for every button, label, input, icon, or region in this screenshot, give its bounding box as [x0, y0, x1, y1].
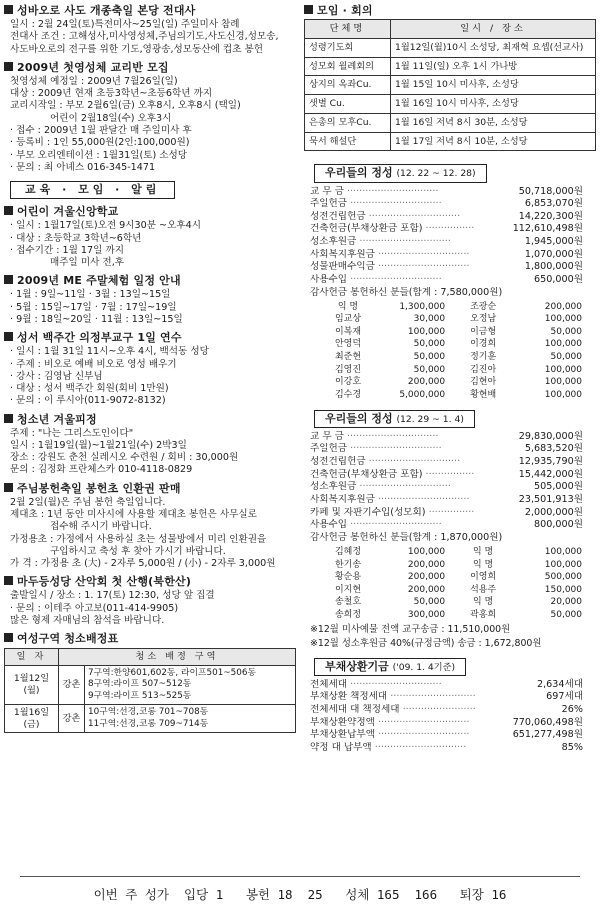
offering-amount: 50,718,000원 — [518, 185, 583, 197]
left-column — [4, 4, 304, 872]
donor-row — [322, 584, 584, 597]
text-line: · 5월 : 15일~17일 · 7월 : 17일~19일 — [10, 301, 177, 313]
donor-name: 이강호 — [334, 377, 362, 388]
cleaning-schedule-section — [4, 632, 304, 733]
square-bullet-icon — [4, 275, 13, 284]
text-line: 가정용초 : 가정에서 사용하실 초는 성물방에서 미리 인환권을 — [10, 533, 267, 545]
donor-amount: 200,000 — [407, 377, 446, 388]
offering-amount: 29,830,000원 — [518, 430, 583, 442]
donor-name: 송철호 — [334, 597, 362, 608]
meetings-table — [304, 19, 596, 151]
debt-value: 697세대 — [546, 691, 583, 703]
text-line: 교리시작일 : 부모 2월6일(금) 오후8시, 오후8시 (택일) — [10, 100, 241, 112]
donor-name: 오정남 — [470, 314, 497, 325]
donor-name: 이금형 — [470, 326, 497, 337]
area-line: 9구역:라이프 513~525동 — [88, 690, 192, 701]
offering-row — [304, 456, 596, 469]
text-line: · 부모 오리엔테이션 : 1월31일(토) 소성당 — [10, 149, 188, 161]
donor-amount: 100,000 — [544, 339, 582, 350]
debt-label: 전체세대 ····· — [310, 679, 475, 692]
conversion-feast-section — [4, 4, 304, 56]
table-cell: 샛별 Cu. — [305, 95, 391, 114]
offering-label: 사용수입 ····· — [310, 519, 475, 532]
square-bullet-icon — [4, 483, 13, 492]
offering-amount: 650,000원 — [534, 274, 583, 286]
column-header: 일시 / 장소 — [391, 20, 596, 39]
table-row — [305, 76, 596, 95]
area-line: 8구역:라이프 507~512동 — [88, 679, 192, 690]
text-line: · 대상 : 성서 백주간 회원(회비 1만원) — [10, 383, 169, 395]
donor-name: 석용주 — [470, 584, 497, 595]
section-title: 2009년 ME 주말체험 일정 안내 — [17, 274, 181, 288]
donor-amount: 50,000 — [413, 351, 446, 362]
offering-row — [304, 519, 596, 532]
offering-label: 건축헌금(부채상환금 포함) ····· — [310, 469, 475, 482]
offering-label: 성소후원금 ····· — [310, 236, 475, 249]
donor-name: 이복재 — [334, 326, 362, 337]
text-line: · 일시 : 1월17일(토)오전 9시30분 ~오후4시 — [10, 220, 201, 232]
hiking-club-section — [4, 575, 304, 627]
text-line: 구입하시고 축성 후 찾아 가시기 바랍니다. — [50, 545, 226, 557]
table-cell — [85, 704, 296, 733]
text-line: 2월 2일(월)은 주님 봉헌 축일입니다. — [10, 496, 166, 508]
donor-amount: 100,000 — [407, 326, 446, 337]
donor-row — [322, 301, 584, 314]
donor-name: 익 명 — [337, 301, 359, 312]
right-column — [304, 4, 596, 872]
offering-amount: 5,683,520원 — [524, 443, 583, 455]
donor-amount: 100,000 — [544, 364, 582, 375]
donor-amount: 50,000 — [413, 364, 446, 375]
donor-amount: 200,000 — [407, 584, 446, 595]
donor-name: 김진아 — [470, 364, 497, 375]
debt-value: 26% — [561, 704, 583, 716]
table-header-row — [5, 649, 296, 666]
donor-amount: 100,000 — [544, 559, 582, 570]
donor-amount: 50,000 — [413, 597, 446, 608]
square-bullet-icon — [4, 332, 13, 341]
section-title: 모임 · 회의 — [317, 4, 373, 17]
table-cell — [85, 666, 296, 705]
offering-amount: 15,442,000원 — [518, 468, 583, 480]
donor-table — [322, 547, 584, 622]
text-line: 전대사 조건 : 고해성사,미사영성체,주님의기도,사도신경,성모송, — [10, 31, 279, 43]
debt-row — [304, 691, 596, 704]
text-line: · 9월 : 18일~20일 · 11월 : 13일~15일 — [10, 313, 183, 325]
table-cell: 1월16일(금) — [5, 704, 59, 733]
debt-value: 770,060,498원 — [512, 716, 583, 728]
square-bullet-icon — [4, 633, 13, 642]
donor-row — [322, 572, 584, 585]
text-line: · 문의 : 이 루시아(011-9072-8132) — [10, 395, 166, 407]
square-bullet-icon — [4, 576, 13, 585]
offering-amount: 112,610,498원 — [512, 223, 583, 235]
donor-name: 황현배 — [470, 389, 497, 400]
donor-row — [322, 597, 584, 610]
donor-name: 안영덕 — [334, 339, 362, 350]
offering-row — [304, 431, 596, 444]
section-title: 여성구역 청소배정표 — [17, 632, 119, 646]
text-line: 일시 : 1월19일(월)~1월21일(수) 2박3일 — [10, 439, 187, 451]
donor-amount: 100,000 — [407, 547, 446, 558]
section-title: 주님봉헌축일 봉헌초 인환권 판매 — [17, 481, 181, 495]
section-title: 부채상환기금 — [325, 659, 389, 673]
footer-divider — [20, 876, 580, 877]
area-line: 11구역:선경,코롱 709~714동 — [88, 718, 209, 729]
text-line: 제대초 : 1년 동안 미사시에 사용할 제대초 봉헌은 사무실로 — [10, 509, 257, 521]
section-title: 우리들의 정성 — [325, 411, 393, 425]
table-cell: 성모회 월례회의 — [305, 57, 391, 76]
offerings-week1-section — [304, 156, 596, 401]
donor-amount: 200,000 — [407, 572, 446, 583]
debt-row — [304, 679, 596, 692]
table-cell: 1월 11일(일) 오후 1시 가나방 — [391, 57, 596, 76]
donor-amount: 100,000 — [544, 547, 582, 558]
offering-label: 카페 및 자판기수입(성모회) ····· — [310, 507, 475, 520]
table-row — [305, 38, 596, 57]
text-line: 대상 : 2009년 현재 초등3학년~초등6학년 까지 — [10, 88, 213, 100]
cleaning-table — [4, 648, 296, 733]
debt-label: 약정 대 납부액 ····· — [310, 742, 475, 755]
offering-row — [304, 274, 596, 287]
offering-label: 교 무 금 ····· — [310, 186, 475, 199]
table-cell: 은총의 모후Cu. — [305, 113, 391, 132]
offering-row — [304, 186, 596, 199]
debt-label: 부채상환약정액 ····· — [310, 717, 475, 730]
debt-label: 부채상환납부액 ····· — [310, 729, 475, 742]
text-line: 장소 : 강원도 춘천 실레시오 수련원 / 회비 : 30,000원 — [10, 452, 239, 464]
offerings-title-box — [314, 410, 475, 428]
donor-row — [322, 547, 584, 560]
table-cell: 상지의 옥좌Cu. — [305, 76, 391, 95]
text-line: 어린이 2월18일(수) 오후3시 — [50, 112, 172, 124]
offering-row — [304, 236, 596, 249]
text-line: · 1월 : 9일~11일 · 3월 : 13일~15일 — [10, 289, 171, 301]
donor-amount: 100,000 — [544, 314, 582, 325]
donor-name: 이영희 — [470, 572, 497, 583]
donor-name: 송희정 — [334, 609, 362, 620]
text-line: 매주일 미사 전,후 — [50, 257, 125, 269]
section-title: 어린이 겨울신앙학교 — [17, 205, 119, 219]
column-header: 일 자 — [5, 649, 59, 666]
thanks-row — [304, 287, 596, 300]
donor-row — [322, 326, 584, 339]
area-line: 10구역:선경,코롱 701~708동 — [88, 707, 209, 718]
offering-label: 성전건립헌금 ····· — [310, 211, 475, 224]
offering-row — [304, 261, 596, 274]
debt-label: 부채상환 책정세대 ····· — [310, 691, 475, 704]
donor-name: 정기훈 — [470, 351, 497, 362]
offering-row — [304, 469, 596, 482]
debt-title-box — [314, 658, 466, 676]
table-cell: 강촌 — [59, 704, 85, 733]
donor-amount: 500,000 — [544, 572, 582, 583]
text-line: 주제 : "나는 그리스도인이다" — [10, 427, 134, 439]
date-range: (12. 22 ~ 12. 28) — [396, 168, 476, 180]
donor-name: 김현아 — [470, 377, 497, 388]
square-bullet-icon — [304, 5, 313, 14]
donor-row — [322, 364, 584, 377]
offering-row — [304, 481, 596, 494]
table-row — [305, 95, 596, 114]
offering-row — [304, 507, 596, 520]
donor-amount: 20,000 — [550, 597, 582, 608]
debt-row — [304, 704, 596, 717]
donor-row — [322, 351, 584, 364]
text-line: · 강사 : 김영남 신부님 — [10, 370, 103, 382]
text-line: 가 격 : 가정용 초 (大) - 2자루 5,000원 / (小) - 2자루 3,000원 — [10, 558, 276, 570]
donor-amount: 50,000 — [550, 609, 582, 620]
text-line: 문의 : 김정화 프란체스카 010-4118-0829 — [10, 464, 193, 476]
offering-label: 건축헌금(부채상환금 포함) ····· — [310, 223, 475, 236]
bible-training-section — [4, 331, 304, 407]
donor-row — [322, 609, 584, 622]
donor-amount: 50,000 — [413, 339, 446, 350]
donor-amount: 30,000 — [413, 314, 446, 325]
section-title: 2009년 첫영성체 교리반 모집 — [17, 60, 169, 74]
offering-amount: 23,501,913원 — [518, 493, 583, 505]
offering-amount: 1,800,000원 — [524, 261, 583, 273]
offering-row — [304, 443, 596, 456]
offering-row — [304, 223, 596, 236]
debt-value: 2,634세대 — [537, 678, 583, 690]
thanks-label: 감사헌금 봉헌하신 분들(합계 : 1,870,000원) — [310, 531, 503, 543]
table-cell: 1월 15일 10시 미사후, 소성당 — [391, 76, 596, 95]
debt-row — [304, 742, 596, 755]
offering-amount: 2,000,000원 — [524, 506, 583, 518]
offerings-title-box — [314, 164, 487, 182]
offering-label: 사회복지후원금 ····· — [310, 249, 475, 262]
table-cell: 1월 16일 저녁 8시 30분, 소성당 — [391, 113, 596, 132]
area-line: 7구역:한양601,602동, 라이프501~506동 — [88, 668, 256, 679]
donor-amount: 1,300,000 — [399, 301, 446, 312]
offering-amount: 12,935,790원 — [518, 455, 583, 467]
candle-voucher-section — [4, 482, 304, 571]
donor-amount: 100,000 — [544, 377, 582, 388]
offering-amount: 6,853,070원 — [524, 198, 583, 210]
text-line: · 문의 : 이테주 아고보(011-414-9905) — [10, 602, 179, 614]
thanks-label: 감사헌금 봉헌하신 분들(합계 : 7,580,000원) — [310, 286, 503, 298]
donor-name: 익 명 — [473, 559, 494, 570]
square-bullet-icon — [4, 5, 13, 14]
note-line: ※12월 성소후원금 40%(규정금액) 송금 : 1,672,800원 — [310, 637, 542, 649]
first-communion-section — [4, 61, 304, 174]
donor-name: 곽홍희 — [470, 609, 497, 620]
text-line: 사도바오로의 전구를 위한 기도,영광송,성모동산에 컵초 봉헌 — [10, 43, 264, 55]
debt-label: 전체세대 대 책정세대 ····· — [310, 704, 475, 717]
debt-row — [304, 729, 596, 742]
donor-name: 임교상 — [334, 314, 362, 325]
date-basis: ('09. 1. 4기준) — [392, 661, 456, 673]
text-line: 많은 형제 자매님의 참석을 바랍니다. — [10, 615, 165, 626]
text-line: · 등록비 : 1인 55,000원(2인:100,000원) — [10, 137, 190, 149]
debt-repayment-section — [304, 650, 596, 755]
offering-row — [304, 249, 596, 262]
winter-school-section — [4, 205, 304, 269]
donor-row — [322, 559, 584, 572]
donor-name: 김수경 — [334, 389, 362, 400]
donor-name: 김혜정 — [334, 547, 362, 558]
table-row — [5, 666, 296, 705]
section-title: 마두등성당 산악회 첫 산행(북한산) — [17, 575, 192, 589]
offering-label: 사회복지후원금 ····· — [310, 494, 475, 507]
debt-value: 651,277,498원 — [512, 729, 583, 741]
section-title: 청소년 겨울피정 — [17, 412, 97, 426]
donor-amount: 300,000 — [407, 609, 446, 620]
text-line: 일시 : 2월 24일(토)특전미사~25일(일) 주일미사 참례 — [10, 19, 240, 31]
donor-table — [322, 301, 584, 401]
table-cell: 1월 16일 10시 미사후, 소성당 — [391, 95, 596, 114]
donor-amount: 50,000 — [550, 326, 582, 337]
table-header-row — [305, 20, 596, 39]
offering-label: 사용수입 ····· — [310, 274, 475, 287]
donor-row — [322, 314, 584, 327]
donor-amount: 150,000 — [544, 584, 582, 595]
offering-row — [304, 494, 596, 507]
square-bullet-icon — [4, 206, 13, 215]
donor-name: 조광순 — [470, 301, 497, 312]
debt-value: 85% — [561, 742, 583, 754]
donor-name: 이지현 — [334, 584, 362, 595]
table-cell: 1월 17일 저녁 8시 10분, 소성당 — [391, 132, 596, 151]
me-weekend-section — [4, 274, 304, 326]
column-header: 청소 배정 구역 — [59, 649, 296, 666]
offerings-week2-section — [304, 402, 596, 650]
donor-name: 한기송 — [334, 559, 362, 570]
donor-name: 황순용 — [334, 572, 362, 583]
section-title: 성서 백주간 의정부교구 1일 연수 — [17, 331, 182, 345]
donor-row — [322, 389, 584, 402]
hymn-footer: 이번 주 성가 입당 1 봉헌 18 25 성체 165 166 퇴장 16 — [93, 887, 507, 902]
offering-label: 성소후원금 ····· — [310, 481, 475, 494]
text-line: · 문의 : 최 아녜스 016-345-1471 — [10, 161, 156, 173]
donor-row — [322, 377, 584, 390]
offering-amount: 800,000원 — [534, 519, 583, 531]
donor-amount: 100,000 — [544, 389, 582, 400]
offering-amount: 14,220,300원 — [518, 210, 583, 222]
text-line: 첫영성체 예정일 : 2009년 7월26일(일) — [10, 75, 178, 87]
donor-name: 김영진 — [334, 364, 362, 375]
offering-amount: 1,070,000원 — [524, 248, 583, 260]
offering-row — [304, 198, 596, 211]
donor-amount: 5,000,000 — [399, 389, 446, 400]
square-bullet-icon — [4, 62, 13, 71]
column-header: 단체명 — [305, 20, 391, 39]
donor-amount: 50,000 — [550, 351, 582, 362]
text-line: · 접수 : 2009년 1월 판달간 매 주일미사 후 — [10, 125, 192, 137]
text-line: · 대상 : 초등학교 3학년~6학년 — [10, 232, 142, 244]
offering-label: 주일헌금 ····· — [310, 198, 475, 211]
donor-name: 익 명 — [473, 547, 494, 558]
table-cell: 1월12일(월)10시 소성당, 최재혁 요셉(선교사) — [391, 38, 596, 57]
note-line: ※12월 미사예물 전액 교구송금 : 11,510,000원 — [310, 623, 511, 635]
offering-label: 성물판매수익금 ····· — [310, 261, 475, 274]
table-row — [305, 57, 596, 76]
text-line: · 접수기간 : 1월 17일 까지 — [10, 244, 124, 256]
table-cell: 성령기도회 — [305, 38, 391, 57]
square-bullet-icon — [4, 414, 13, 423]
offering-label: 성전건립헌금 ····· — [310, 456, 475, 469]
text-line: · 일시 : 1월 31일 11시~오후 4시, 백석동 성당 — [10, 346, 209, 358]
table-row — [5, 704, 296, 733]
table-cell: 묵서 해설단 — [305, 132, 391, 151]
section-title: 우리들의 정성 — [325, 166, 393, 180]
offering-amount: 1,945,000원 — [524, 236, 583, 248]
date-range: (12. 29 ~ 1. 4) — [396, 413, 464, 425]
donor-row — [322, 339, 584, 352]
text-line: 출발일시 / 장소 : 1. 17(토) 12:30, 성당 앞 집결 — [10, 590, 215, 602]
offering-row — [304, 211, 596, 224]
table-row — [305, 113, 596, 132]
offering-label: 교 무 금 ····· — [310, 431, 475, 444]
donor-name: 최준현 — [334, 351, 362, 362]
meetings-section — [304, 4, 596, 151]
donor-name: 익 명 — [473, 597, 494, 608]
donor-name: 이경희 — [470, 339, 497, 350]
text-line: 접수해 주시기 바랍니다. — [50, 521, 152, 533]
table-row — [305, 132, 596, 151]
section-title: 성바오로 사도 개종축일 본당 전대사 — [17, 4, 196, 17]
text-line: · 주제 : 비오로 예배 비오로 영성 배우기 — [10, 358, 177, 370]
table-cell: 1월12일(월) — [5, 666, 59, 705]
education-header: 교육 · 모임 · 알림 — [10, 181, 175, 199]
donor-amount: 200,000 — [407, 559, 446, 570]
table-cell: 강촌 — [59, 666, 85, 705]
donor-amount: 200,000 — [544, 301, 582, 312]
offering-amount: 505,000원 — [534, 481, 583, 493]
thanks-row — [304, 532, 596, 545]
youth-retreat-section — [4, 413, 304, 477]
debt-row — [304, 717, 596, 730]
offering-label: 주일헌금 ····· — [310, 443, 475, 456]
